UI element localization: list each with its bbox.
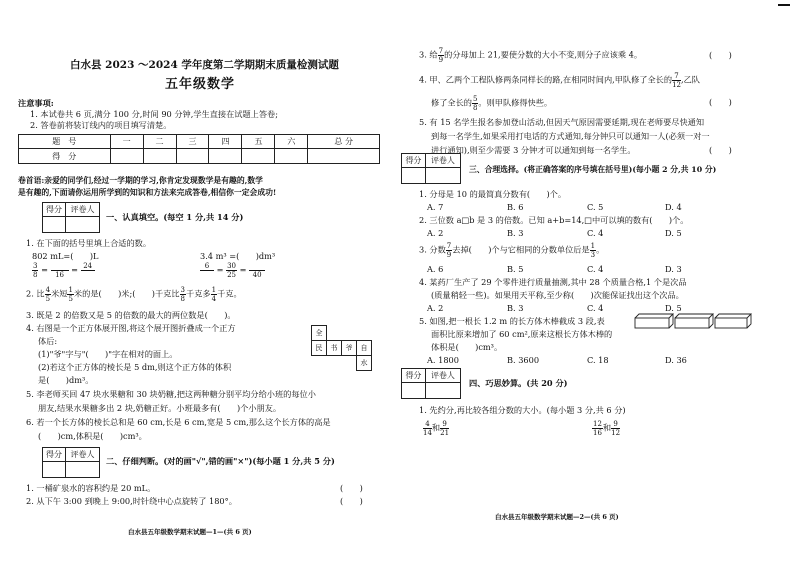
question-6: 6. 若一个长方体的棱长总和是 60 cm,长是 6 cm,宽是 5 cm,那么这个长方体的高是 [26,417,331,427]
grader-score-label: 得分 [43,448,66,462]
choice-2: 2. 三位数 a□b 是 3 的倍数。已知 a+b=14,□中可以填的数有( )个。 [419,215,689,225]
fraction: $\frac{3}{8}$ [180,286,186,303]
option: B. 6 [507,202,524,212]
option: B. 3600 [507,355,540,365]
question-4-2-cont: 是( )dm³。 [38,375,94,385]
rod-segment [715,318,747,328]
fraction: $\frac{1}{4}$ [211,286,217,303]
score-row-label: 得 分 [19,149,111,164]
judge-1: 1. 一桶矿泉水的容积约是 20 mL。 [26,483,156,493]
grader-name-label: 评卷人 [425,369,460,383]
question-2: 2. 比 $\frac{4}{5}$ 米短 $\frac{1}{5}$ 米的是( )米;( )千克比 $\frac{3}{8}$ 千克多 $\frac{1}{4}$ 千克。 [26,286,242,303]
question-1d: 6 = $\frac{30}{25}$ = 40 [200,262,265,279]
rod-segment-edge [715,314,751,328]
grader-entry[interactable] [66,217,100,233]
grader-box [42,202,100,233]
fraction: $\frac{7}{9}$ [446,242,452,259]
cube-face: 民 [312,341,327,356]
score-cell: 五 [242,135,275,149]
question-1a: 802 mL=( )L [32,251,99,261]
grader-score-label: 得分 [402,154,426,168]
grader-entry[interactable] [43,217,66,233]
calc-1a: $\frac{4}{14}$ 和 $\frac{9}{21}$ [423,420,450,437]
fraction: $\frac{4}{14}$ [423,420,432,437]
section-2-title: 二、仔细判断。(对的画"√",错的画"×")(每小题 1 分,共 5 分) [106,456,335,466]
fraction: 16 [51,262,69,279]
notice-item: 2. 答卷前将装订线内的项目填写清楚。 [30,120,172,130]
judge-2: 2. 从下午 3:00 到晚上 9:00,时针绕中心点旋转了 180°。 [26,496,237,506]
score-entry[interactable] [176,149,209,164]
judge-5-cont: 到每一名学生,如果采用打电话的方式通知,每分钟只可以通知一人(必须一对一 [431,131,710,141]
choice-5-cont: 体积是( )cm³。 [431,342,503,352]
judge-5-cont: 进行通知),则至少需要 3 分钟才可以通知到每一名学生。 [431,145,636,155]
score-entry[interactable] [275,149,308,164]
option: A. 2 [427,303,444,313]
grader-name-label: 评卷人 [66,203,100,217]
grader-entry[interactable] [66,462,100,478]
judge-3: 3. 给 $\frac{7}{9}$ 的分母加上 21,要使分数的大小不变,则分子应该乘 4。 [419,47,643,64]
score-cell: 二 [143,135,176,149]
calc-1b: $\frac{12}{16}$ 和 $\frac{9}{12}$ [593,420,621,437]
question-4-2: (2)若这个正方体的棱长是 5 dm,则这个正方体的体积 [38,362,232,372]
option: B. 3 [507,228,524,238]
calc-1: 1. 先约分,再比较各组分数的大小。(每小题 3 分,共 6 分) [419,405,626,415]
page-footer: 白水县五年级数学期末试题—2—(共 6 页) [495,513,619,521]
score-cell: 六 [275,135,308,149]
option: D. 5 [665,228,682,238]
score-entry[interactable] [110,149,143,164]
exam-title: 白水县 2023 ～2024 学年度第二学期期末质量检测试题 [70,59,339,71]
option: B. 5 [507,264,524,274]
grader-entry[interactable] [402,168,426,184]
score-cell: 四 [209,135,242,149]
question-4: 4. 右图是一个正方体展开图,将这个展开图折叠成一个正方 [26,323,236,333]
cube-face: 书 [327,341,342,356]
option: C. 5 [587,202,604,212]
judge-4-cont: 修了全长的 $\frac{5}{8}$ 。则甲队修得快些。 [431,95,553,112]
choice-5-cont: 面积比原来增加了 60 cm²,原来这根长方体木棒的 [431,329,613,339]
cube-face: 水 [357,356,372,371]
notice-item: 1. 本试卷共 6 页,满分 100 分,时间 90 分钟,学生直接在试题上答卷; [30,109,278,119]
cube-face: 全 [312,326,327,341]
page-footer: 白水县五年级数学期末试题—1—(共 6 页) [128,528,252,536]
score-cell: 一 [110,135,143,149]
question-1: 1. 在下面的括号里填上合适的数。 [26,238,152,248]
option: A. 6 [427,264,444,274]
fraction: 6 [200,262,214,279]
fraction: 40 [249,262,265,279]
option: C. 18 [587,355,609,365]
fraction: $\frac{30}{25}$ [227,262,237,279]
cube-net [311,325,372,371]
score-entry[interactable] [209,149,242,164]
grader-entry[interactable] [402,383,426,399]
grader-box [401,368,461,399]
fraction: $\frac{7}{9}$ [438,47,444,64]
grader-box [401,153,461,184]
section-3-title: 三、合理选择。(将正确答案的序号填在括号里)(每小题 2 分,共 10 分) [469,165,717,174]
score-entry[interactable] [143,149,176,164]
intro-line: 卷首语:亲爱的同学们,经过一学期的学习,你肯定发现数学是有趣的,数学 [18,176,263,185]
fraction: $\frac{5}{8}$ [472,95,478,112]
fraction: $\frac{12}{16}$ [593,420,602,437]
answer-paren[interactable]: ( ) [709,50,732,60]
grader-score-label: 得分 [43,203,66,217]
fraction: $\frac{1}{3}$ [590,242,596,259]
cube-face: 自 [357,341,372,356]
choice-4-cont: (质量稍轻一些)。如果用天平称,至少称( )次能保证找出这个次品。 [431,290,684,300]
rod-segment [675,318,709,328]
option: D. 4 [665,202,682,212]
grader-score-label: 得分 [402,369,426,383]
choice-5: 5. 如图,把一根长 1.2 m 的长方体木棒截成 3 段,表 [419,316,605,326]
option: D. 3 [665,264,682,274]
rod-segment-edge [635,314,673,328]
choice-4: 4. 某药厂生产了 29 个零件进行质量抽测,其中 28 个质量合格,1 个是次品 [419,277,687,287]
option: A. 2 [427,228,444,238]
exam-page-2 [397,0,794,561]
grader-entry[interactable] [43,462,66,478]
fraction: $\frac{3}{8}$ [33,262,38,279]
option: C. 4 [587,264,604,274]
answer-paren[interactable]: ( ) [709,145,732,155]
fraction: 24 [81,262,95,279]
score-entry[interactable] [308,149,380,164]
fraction: $\frac{1}{5}$ [68,286,73,303]
grader-name-label: 评卷人 [425,154,460,168]
fraction: $\frac{7}{12}$ [672,72,681,89]
grader-entry[interactable] [425,383,460,399]
score-cell: 三 [176,135,209,149]
section-4-title: 四、巧思妙算。(共 20 分) [469,378,568,388]
judge-4: 4. 甲、乙两个工程队修两条同样长的路,在相同时间内,甲队修了全长的 $\frac{7}{12}$ ,乙队 [419,72,700,89]
fraction: $\frac{4}{5}$ [45,286,51,303]
grader-name-label: 评卷人 [66,448,100,462]
intro-line: 是有趣的,下面请你运用所学到的知识和方法来完成答卷,相信你一定会成功! [18,188,277,197]
section-1-title: 一、认真填空。(每空 1 分,共 14 分) [106,212,244,222]
option: A. 7 [427,202,444,212]
question-1b: 3.4 m³ =( )dm³ [200,251,276,261]
answer-paren[interactable]: ( ) [340,483,363,493]
option: D. 36 [665,355,687,365]
score-table [18,134,380,164]
option: C. 4 [587,303,604,313]
question-1c: $\frac{3}{8}$ = 16 = 24 [32,262,95,279]
answer-paren[interactable]: ( ) [709,97,732,107]
cube-face: 爷 [342,341,357,356]
question-4-1: (1)"爷"字与"( )"字在相对的面上。 [38,349,178,359]
score-cell: 题 号 [19,135,111,149]
rod-segment [635,318,669,328]
option: D. 5 [665,303,682,313]
grader-entry[interactable] [425,168,460,184]
rod-segment-edge [675,314,713,328]
judge-5: 5. 有 15 名学生报名参加登山活动,但因天气原因需要延期,现在老师要尽快通知 [419,117,705,127]
corner-mark [778,4,790,6]
score-cell: 总 分 [308,135,380,149]
option: A. 1800 [427,355,459,365]
answer-paren[interactable]: ( ) [340,496,363,506]
fraction: $\frac{9}{21}$ [440,420,450,437]
question-5: 5. 李老师买回 47 块水果糖和 30 块奶糖,把这两种糖分别平均分给小班的每位小 [26,389,316,399]
choice-3: 3. 分数 $\frac{7}{9}$ 去掉( )个与它相同的分数单位后是 $\frac{1}{3}$ 。 [419,242,605,259]
notice-heading: 注意事项: [18,98,54,108]
question-6-cont: ( )cm,体积是( )cm³。 [38,431,147,441]
question-4-text: 体后: [38,336,58,346]
option: C. 4 [587,228,604,238]
grader-box [42,447,100,478]
rod-figure [633,312,753,332]
score-entry[interactable] [242,149,275,164]
question-5-cont: 朋友,结果水果糖多出 2 块,奶糖正好。小班最多有( )个小朋友。 [38,403,282,413]
option: B. 3 [507,303,524,313]
fraction: $\frac{9}{12}$ [611,420,621,437]
choice-1: 1. 分母是 10 的最简真分数有( )个。 [419,189,567,199]
score-table-row [19,149,380,164]
question-3: 3. 既是 2 的倍数又是 5 的倍数的最大的两位数是( )。 [26,310,236,320]
score-table-header [19,135,380,149]
exam-subject: 五年级数学 [165,77,236,92]
